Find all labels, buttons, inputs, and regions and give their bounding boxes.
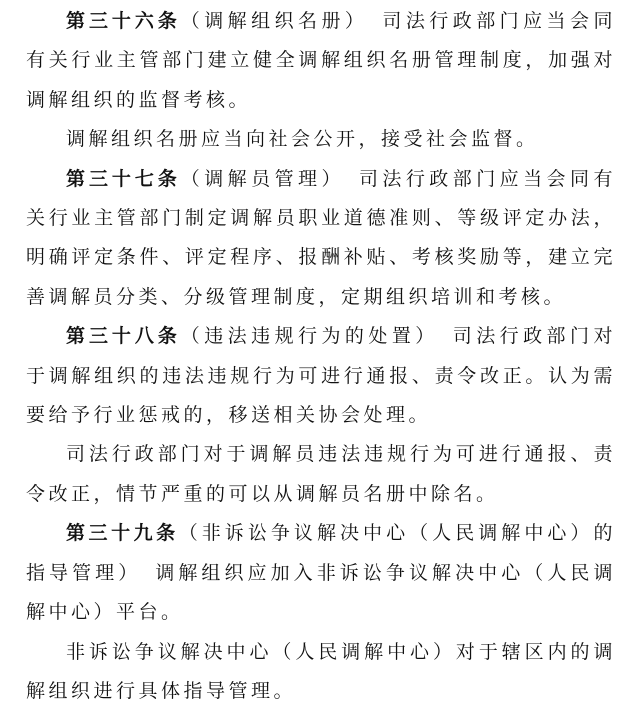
- article-39-text-2: 非诉讼争议解决中心（人民调解中心）对于辖区内的调解组织进行具体指导管理。: [26, 641, 616, 702]
- article-39-subject: （非诉讼争议解决中心（人民调解中心）的指导管理）: [26, 522, 616, 583]
- article-39-text: 调解组织应加入非诉讼争议解决中心（人民调解中心）平台。: [26, 562, 616, 623]
- article-39-paragraph: [26, 514, 616, 632]
- article-39-paragraph-2: [26, 633, 616, 711]
- article-37-paragraph: [26, 160, 616, 318]
- article-37-title: 第三十七条: [66, 168, 181, 190]
- article-38-subject: （违法违规行为的处置）: [181, 325, 439, 347]
- article-38-title: 第三十八条: [66, 325, 181, 347]
- article-37-text: 司法行政部门应当会同有关行业主管部门制定调解员职业道德准则、等级评定办法，明确评定条件、评定程序、报酬补贴、考核奖励等，建立完善调解员分类、分级管理制度，定期组织培训和考核。: [26, 168, 616, 308]
- article-36-text-2: 调解组织名册应当向社会公开，接受社会监督。: [66, 128, 539, 150]
- article-39-title: 第三十九条: [66, 522, 179, 544]
- article-38-paragraph-2: [26, 435, 616, 514]
- article-38-text: 司法行政部门对于调解组织的违法违规行为可进行通报、责令改正。认为需要给予行业惩戒的，移送相关协会处理。: [26, 325, 616, 426]
- article-36-subject: （调解组织名册）: [181, 10, 369, 32]
- article-36-paragraph: [26, 2, 616, 120]
- article-38-text-2: 司法行政部门对于调解员违法违规行为可进行通报、责令改正，情节严重的可以从调解员名册中除名。: [26, 443, 616, 504]
- article-37-subject: （调解员管理）: [181, 168, 345, 190]
- article-36-title: 第三十六条: [66, 10, 181, 32]
- article-36-paragraph-2: [26, 120, 616, 159]
- article-36-text: 司法行政部门应当会同有关行业主管部门建立健全调解组织名册管理制度，加强对调解组织的监督考核。: [26, 10, 616, 111]
- article-38-paragraph: [26, 317, 616, 435]
